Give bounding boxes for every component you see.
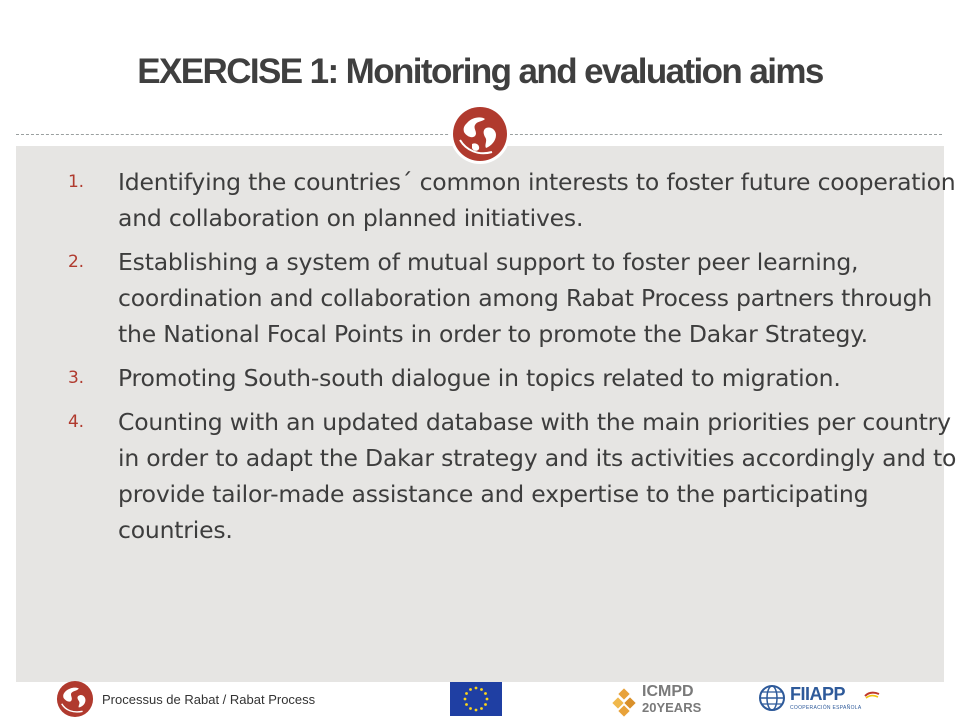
icmpd-logo-text xyxy=(642,684,701,715)
slide-title: EXERCISE 1: Monitoring and evaluation aims xyxy=(137,52,823,91)
spanish-cooperation-mark-icon xyxy=(864,688,880,700)
list-item xyxy=(68,360,958,396)
rabat-process-globe-icon xyxy=(56,680,94,718)
fiiapp-name: FIIAPP xyxy=(790,684,846,704)
item-text: Establishing a system of mutual support to foster peer learning, coordination and collaboration among Rabat Process partners through the National Focal Points in order to promote the Dakar Strategy. xyxy=(118,248,933,348)
rabat-process-globe-icon xyxy=(450,104,510,164)
item-text: Identifying the countries´ common interests to foster future cooperation and collaboration on planned initiatives. xyxy=(118,168,956,232)
item-number: 1. xyxy=(68,172,84,192)
fiiapp-globe-icon xyxy=(758,684,786,712)
aims-list xyxy=(68,164,958,556)
item-text: Counting with an updated database with the main priorities per country in order to adapt the Dakar strategy and its activities accordingly and to provide tailor-made assistance and expertise to the participating countries. xyxy=(118,408,957,544)
list-item xyxy=(68,244,958,352)
fiiapp-logo-text xyxy=(790,684,861,712)
item-number: 4. xyxy=(68,412,84,432)
item-number: 3. xyxy=(68,368,84,388)
item-number: 2. xyxy=(68,252,84,272)
item-text: Promoting South-south dialogue in topics related to migration. xyxy=(118,364,841,392)
icmpd-name: ICMPD xyxy=(642,683,694,700)
footer-process-label: Processus de Rabat / Rabat Process xyxy=(102,692,316,707)
fiiapp-tagline: COOPERACIÓN ESPAÑOLA xyxy=(790,705,862,711)
icmpd-anniversary: 20YEARS xyxy=(642,700,702,715)
list-item xyxy=(68,404,958,548)
list-item xyxy=(68,164,958,236)
eu-flag-icon xyxy=(450,682,502,716)
